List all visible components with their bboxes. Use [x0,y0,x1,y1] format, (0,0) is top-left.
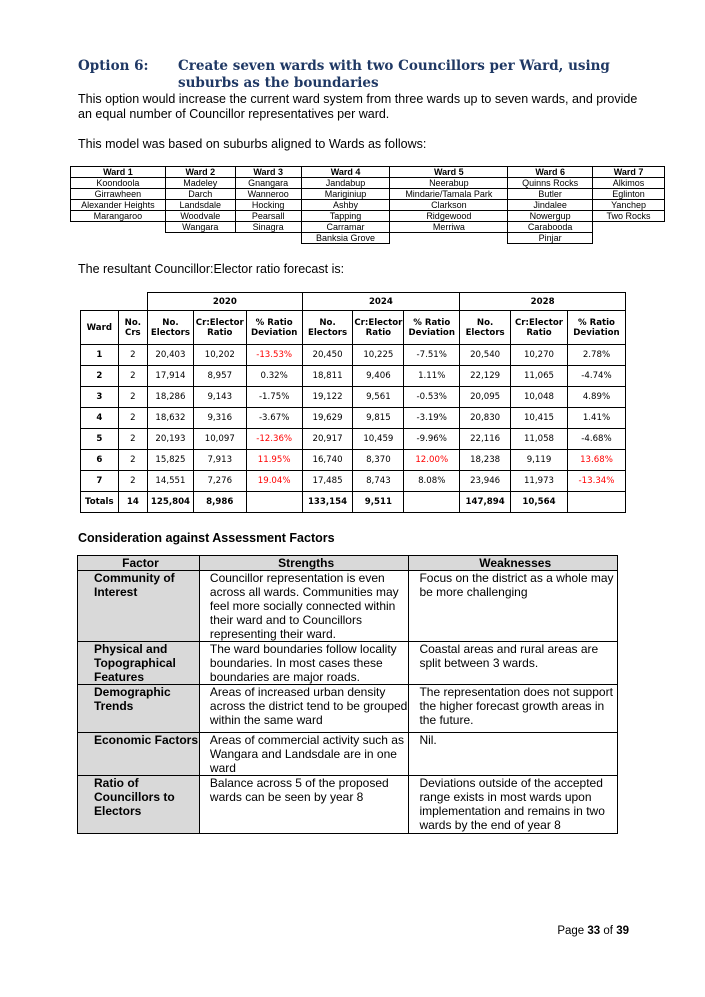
ratio-col-header-line: Ratio [207,327,233,338]
deviation-col-header-line: Deviation [573,327,620,338]
suburb-cell [593,222,665,233]
suburb-cell: Mariginiup [301,189,390,200]
ratio-cell: 5 [81,429,119,450]
suburb-cell [71,233,166,244]
totals-cell [246,492,302,513]
crs-col-header [118,311,147,345]
factor-cell: Community of Interest [78,571,200,642]
strengths-cell: Areas of commercial activity such as Wangara and Landsdale are in one ward [199,733,409,776]
ratio-cell: 9,316 [193,408,246,429]
ratio-col-header-line: Ratio [526,327,552,338]
page-current: 33 [587,925,601,937]
ratio-cell: 19,629 [302,408,353,429]
ratio-cell: 18,811 [302,366,353,387]
ratio-cell: 10,270 [511,345,568,366]
suburb-row [71,211,665,222]
suburb-cell: Quinns Rocks [508,178,593,189]
ratio-cell: 19,122 [302,387,353,408]
page-of: of [603,925,613,937]
ratio-cell: 4.89% [567,387,625,408]
year-header: 2020 [148,293,303,311]
electors-col-header [460,311,511,345]
electors-col-header [302,311,353,345]
ratio-row [81,387,626,408]
ratio-cell: 11,058 [511,429,568,450]
assessment-table [77,555,618,834]
suburb-cell: Landsdale [165,200,235,211]
suburb-cell: Clarkson [390,200,508,211]
ratio-cell: 11,973 [511,471,568,492]
option-heading [78,58,648,94]
ratio-cell: 9,561 [353,387,404,408]
deviation-col-header [246,311,302,345]
ratio-cell: 7,276 [193,471,246,492]
ratio-col-header-line: Cr:Elector [195,317,244,328]
ratio-cell: 7,913 [193,450,246,471]
ratio-cell: 1.41% [567,408,625,429]
ratio-cell: 2 [118,345,147,366]
suburb-cell: Wangara [165,222,235,233]
crs-col-header-line: No. [124,317,142,328]
ratio-cell: -4.74% [567,366,625,387]
ratio-paragraph: The resultant Councillor:Elector ratio forecast is: [78,262,345,276]
crs-col-header-line: Crs [125,327,141,338]
page-number [557,925,629,937]
weaknesses-cell: Coastal areas and rural areas are split between 3 wards. [409,642,618,685]
suburb-cell [390,233,508,244]
ratio-cell: 2.78% [567,345,625,366]
ward-header: Ward 7 [593,167,665,178]
ratio-cell: 8,743 [353,471,404,492]
suburb-cell: Two Rocks [593,211,665,222]
ratio-cell: 12.00% [404,450,460,471]
ratio-cell: 20,193 [148,429,194,450]
ratio-row [81,345,626,366]
suburb-cell: Carabooda [508,222,593,233]
suburb-cell: Carramar [301,222,390,233]
electors-col-header-line: No. [162,317,179,328]
ratio-cell: 9,406 [353,366,404,387]
ratio-cell: 2 [118,366,147,387]
ratio-cell: 8,957 [193,366,246,387]
ratio-cell: 0.32% [246,366,302,387]
weaknesses-header: Weaknesses [409,556,618,571]
suburb-cell: Gnangara [235,178,301,189]
ratio-cell: 11.95% [246,450,302,471]
ratio-cell: -4.68% [567,429,625,450]
ratio-cell: 16,740 [302,450,353,471]
ratio-cell: -1.75% [246,387,302,408]
ratio-cell: 17,914 [148,366,194,387]
totals-row [81,492,626,513]
ratio-cell: 2 [118,429,147,450]
ratio-col-header [193,311,246,345]
ratio-cell: 1 [81,345,119,366]
ward-header: Ward 6 [508,167,593,178]
electors-col-header-line: Electors [150,327,191,338]
ratio-cell: -3.67% [246,408,302,429]
suburb-cell: Alexander Heights [71,200,166,211]
ward-header: Ward 5 [390,167,508,178]
suburb-cell: Hocking [235,200,301,211]
ratio-row [81,366,626,387]
electors-col-header-line: Electors [307,327,348,338]
suburb-cell: Pinjar [508,233,593,244]
ratio-cell: 8.08% [404,471,460,492]
ratio-cell: 2 [81,366,119,387]
ratio-cell: 6 [81,450,119,471]
suburb-cell: Ridgewood [390,211,508,222]
ratio-cell: 18,286 [148,387,194,408]
assessment-row [78,733,618,776]
ratio-col-header-line: Cr:Elector [515,317,563,328]
totals-cell: 125,804 [148,492,194,513]
assessment-row [78,571,618,642]
ratio-cell: 10,415 [511,408,568,429]
ratio-cell: -13.34% [567,471,625,492]
ratio-cell: 22,129 [460,366,511,387]
suburb-cell: Tapping [301,211,390,222]
ratio-cell: 13.68% [567,450,625,471]
ratio-cell: 14,551 [148,471,194,492]
ward-header: Ward 4 [301,167,390,178]
ratio-cell: 10,202 [193,345,246,366]
strengths-cell: Balance across 5 of the proposed wards can be seen by year 8 [199,776,409,834]
suburb-cell: Nowergup [508,211,593,222]
ratio-cell: 10,459 [353,429,404,450]
suburb-cell: Butler [508,189,593,200]
ratio-cell: 9,143 [193,387,246,408]
suburb-cell: Wanneroo [235,189,301,200]
suburb-cell: Girrawheen [71,189,166,200]
year-header: 2028 [460,293,626,311]
electors-col-header-line: No. [476,317,494,328]
ratio-cell: -13.53% [246,345,302,366]
totals-cell: 8,986 [193,492,246,513]
factor-cell: Demographic Trends [78,685,200,733]
ratio-row [81,408,626,429]
ratio-cell: -3.19% [404,408,460,429]
ratio-cell: -12.36% [246,429,302,450]
ratio-cell: 20,403 [148,345,194,366]
suburb-cell: Jindalee [508,200,593,211]
strengths-cell: Councillor representation is even across all wards. Communities may feel more socially connected within their ward and to Councillors representing their ward. [199,571,409,642]
totals-cell: 14 [118,492,147,513]
ratio-cell: -0.53% [404,387,460,408]
ratio-col-header-line: Ratio [365,327,392,338]
ratio-cell: 18,632 [148,408,194,429]
deviation-col-header-line: % Ratio [255,317,293,328]
totals-cell: 10,564 [511,492,568,513]
ratio-cell: 22,116 [460,429,511,450]
suburb-cell: Sinagra [235,222,301,233]
assessment-row [78,642,618,685]
ratio-row [81,450,626,471]
assessment-row [78,685,618,733]
suburb-cell: Neerabup [390,178,508,189]
suburb-cell: Mindarie/Tamala Park [390,189,508,200]
model-paragraph: This model was based on suburbs aligned to Wards as follows: [78,137,427,151]
page-total: 39 [616,925,629,937]
ward-header: Ward 1 [71,167,166,178]
ratio-cell: 2 [118,387,147,408]
ratio-cell: 3 [81,387,119,408]
suburb-cell: Madeley [165,178,235,189]
ward-col-header: Ward [81,311,119,345]
suburb-row [71,200,665,211]
ratio-cell: 4 [81,408,119,429]
strengths-header: Strengths [199,556,409,571]
suburb-cell: Koondoola [71,178,166,189]
factor-cell: Physical and Topographical Features [78,642,200,685]
ratio-cell: 20,540 [460,345,511,366]
ratio-cell: 2 [118,450,147,471]
weaknesses-cell: The representation does not support the higher forecast growth areas in the future. [409,685,618,733]
ratio-cell: 17,485 [302,471,353,492]
electors-col-header-line: Electors [465,327,505,338]
weaknesses-cell: Focus on the district as a whole may be more challenging [409,571,618,642]
ratio-row [81,429,626,450]
suburb-cell: Woodvale [165,211,235,222]
ratio-cell: 9,119 [511,450,568,471]
assessment-title: Consideration against Assessment Factors [78,531,335,545]
ratio-cell: 18,238 [460,450,511,471]
suburb-cell: Yanchep [593,200,665,211]
factor-cell: Economic Factors [78,733,200,776]
suburb-cell: Marangaroo [71,211,166,222]
intro-paragraph: This option would increase the current ward system from three wards up to seven wards, and provide an equal number of Councillor representatives per ward. [78,92,638,121]
weaknesses-cell: Deviations outside of the accepted range exists in most wards upon implementation and remains in two wards by the end of year 8 [409,776,618,834]
ratio-table [80,292,626,513]
suburb-row [71,178,665,189]
strengths-cell: The ward boundaries follow locality boundaries. In most cases these boundaries are major roads. [199,642,409,685]
ward-header: Ward 2 [165,167,235,178]
ratio-cell: 8,370 [353,450,404,471]
strengths-cell: Areas of increased urban density across the district tend to be grouped within the same ward [199,685,409,733]
deviation-col-header [567,311,625,345]
option-title: Create seven wards with two Councillors per Ward, using suburbs as the boundaries [178,58,610,91]
ratio-cell: 20,830 [460,408,511,429]
factor-cell: Ratio of Councillors to Electors [78,776,200,834]
ratio-cell: 23,946 [460,471,511,492]
ratio-cell: 10,225 [353,345,404,366]
deviation-col-header-line: % Ratio [577,317,615,328]
suburb-cell [71,222,166,233]
year-header: 2024 [302,293,460,311]
suburb-cell: Ashby [301,200,390,211]
suburb-cell: Merriwa [390,222,508,233]
suburb-cell: Darch [165,189,235,200]
ratio-cell: 7 [81,471,119,492]
suburb-row [71,189,665,200]
ratio-col-header-line: Cr:Elector [354,317,403,328]
suburb-row [71,222,665,233]
totals-cell: Totals [81,492,119,513]
ratio-col-header [353,311,404,345]
suburb-cell [593,233,665,244]
ratio-cell: 20,917 [302,429,353,450]
page-prefix: Page [557,925,585,937]
weaknesses-cell: Nil. [409,733,618,776]
ratio-col-header [511,311,568,345]
ratio-cell: 10,097 [193,429,246,450]
suburb-cell: Eglinton [593,189,665,200]
ratio-cell: 20,450 [302,345,353,366]
ratio-cell: 10,048 [511,387,568,408]
suburb-cell: Alkimos [593,178,665,189]
ratio-cell: 11,065 [511,366,568,387]
ratio-cell: -7.51% [404,345,460,366]
totals-cell [404,492,460,513]
ratio-cell: 2 [118,471,147,492]
option-label: Option 6: [78,58,149,74]
ward-header: Ward 3 [235,167,301,178]
suburb-cell [235,233,301,244]
totals-cell [567,492,625,513]
suburb-cell: Pearsall [235,211,301,222]
electors-col-header [148,311,194,345]
totals-cell: 133,154 [302,492,353,513]
ratio-cell: 19.04% [246,471,302,492]
year-spacer [81,293,148,311]
ratio-cell: 9,815 [353,408,404,429]
ratio-cell: 2 [118,408,147,429]
ratio-cell: 15,825 [148,450,194,471]
deviation-col-header-line: % Ratio [413,317,451,328]
suburb-cell: Banksia Grove [301,233,390,244]
suburb-cell [165,233,235,244]
deviation-col-header [404,311,460,345]
factor-header: Factor [78,556,200,571]
suburbs-table [70,166,665,244]
electors-col-header-line: No. [319,317,336,328]
totals-cell: 9,511 [353,492,404,513]
suburb-cell: Jandabup [301,178,390,189]
ratio-cell: 1.11% [404,366,460,387]
ratio-row [81,471,626,492]
deviation-col-header-line: Deviation [250,327,298,338]
totals-cell: 147,894 [460,492,511,513]
assessment-row [78,776,618,834]
ratio-cell: 20,095 [460,387,511,408]
suburb-row [71,233,665,244]
ratio-cell: -9.96% [404,429,460,450]
deviation-col-header-line: Deviation [408,327,455,338]
